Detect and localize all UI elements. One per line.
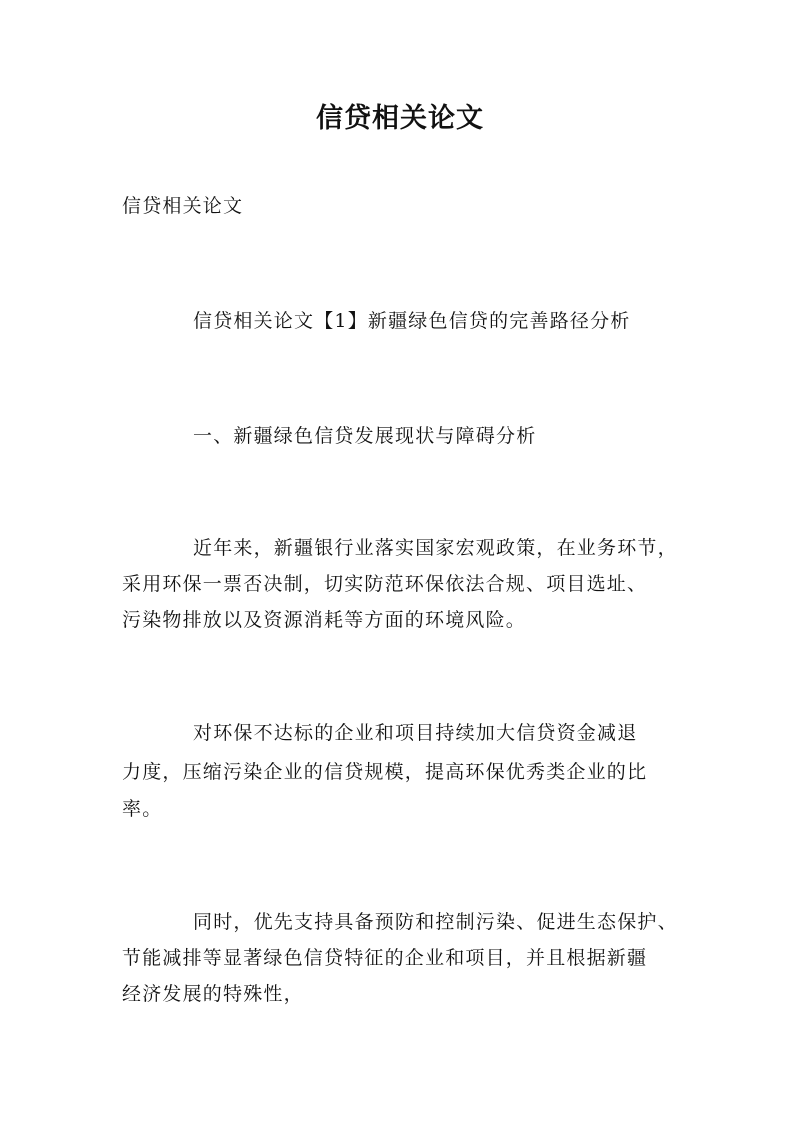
section-heading: 信贷相关论文【1】新疆绿色信贷的完善路径分析 (193, 310, 631, 332)
paragraph-line: 率。 (122, 798, 163, 820)
paragraph-line: 近年来，新疆银行业落实国家宏观政策，在业务环节， (193, 537, 678, 559)
paragraph-line: 经济发展的特殊性， (122, 983, 304, 1005)
paragraph-line: 对环保不达标的企业和项目持续加大信贷资金减退 (193, 722, 638, 744)
part-heading: 一、新疆绿色信贷发展现状与障碍分析 (193, 425, 537, 447)
document-subtitle: 信贷相关论文 (122, 195, 244, 217)
paragraph-line: 节能减排等显著绿色信贷特征的企业和项目，并且根据新疆 (122, 947, 648, 969)
paragraph-line: 同时，优先支持具备预防和控制污染、促进生态保护、 (193, 911, 678, 933)
paragraph-line: 污染物排放以及资源消耗等方面的环境风险。 (122, 609, 527, 631)
paragraph-line: 力度，压缩污染企业的信贷规模，提高环保优秀类企业的比 (122, 761, 648, 783)
document-title: 信贷相关论文 (316, 103, 484, 134)
paragraph-line: 采用环保一票否决制，切实防范环保依法合规、项目选址、 (122, 573, 648, 595)
